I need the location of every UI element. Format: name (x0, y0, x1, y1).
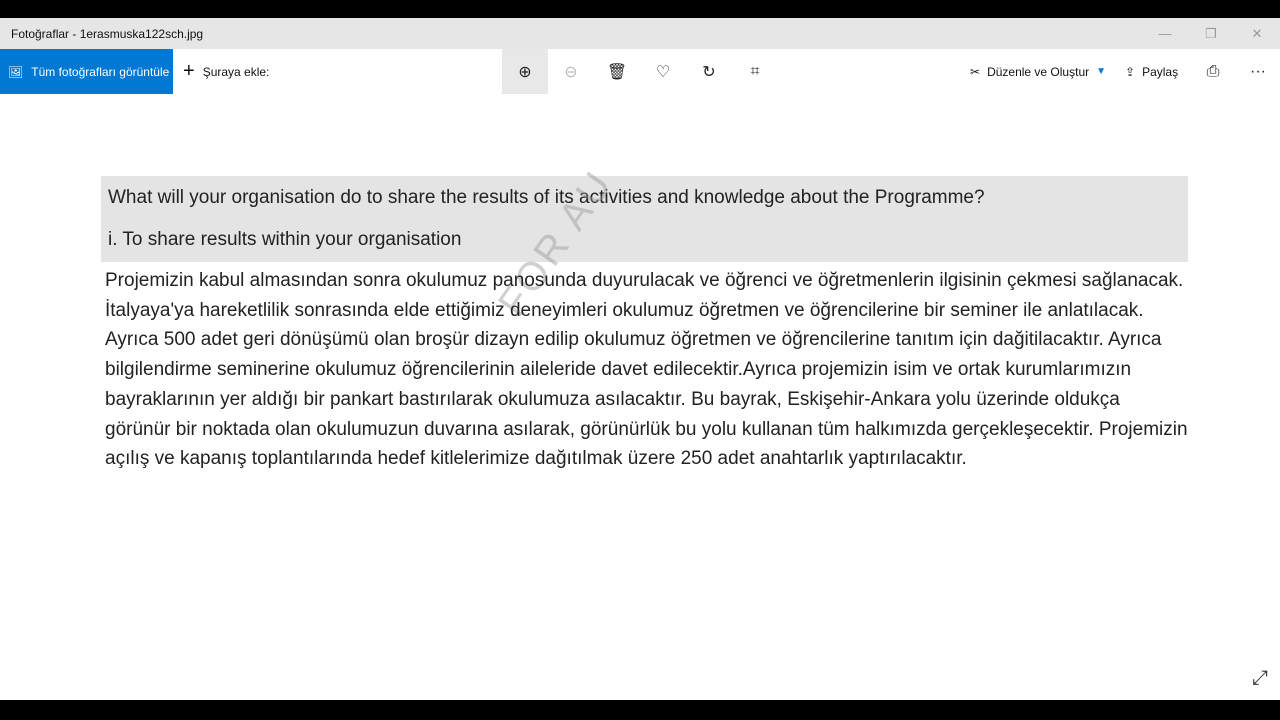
subquestion-text: i. To share results within your organisation (108, 229, 462, 250)
print-icon[interactable]: ⎙ (1206, 62, 1220, 80)
fullscreen-expand-icon[interactable]: ⤢ (1252, 667, 1268, 689)
watermark: FOR AU (490, 162, 622, 325)
close-button[interactable]: ✕ (1251, 26, 1263, 41)
edit-create-label: Düzenle ve Oluştur (987, 64, 1090, 79)
crop-icon[interactable]: ⌗ (750, 62, 760, 80)
add-to-label: Şuraya ekle: (202, 64, 270, 79)
rotate-icon[interactable]: ↻ (702, 63, 716, 81)
photo-icon: 🖼 (8, 64, 24, 79)
question-text: What will your organisation do to share the results of its activities and knowledge about the Programme? (108, 187, 985, 208)
minimize-button[interactable]: — (1158, 26, 1172, 41)
edit-icon: ✂ (970, 64, 981, 79)
share-label: Paylaş (1142, 64, 1179, 79)
answer-text: Projemizin kabul almasından sonra okulumuz panosunda duyurulacak ve öğrenci ve öğretmenlerin ilgisinin çekmesi sağlanacak. İtalyaya'ya hareketlilik sonrasında elde ettiğimiz deneyimleri okulumuz öğretmen ve öğrencilerine bir seminer ile anlatılacak. Ayrıca 500 adet geri dönüşümü olan broşür dizayn edilip okulumuz öğretmen ve öğrencilerine tanıtım için dağitilacaktır. Ayrıca bilgilendirme seminerine okulumuz öğrencilerinin aileleride davet edilecektir.Ayrıca projemizin isim ve ortak kurumlarımızın bayraklarının yer aldığı bir pankart bastırılarak okulumuza asılacaktır. Bu bayrak, Eskişehir-Ankara yolu üzerinde oldukça görünür bir noktada olan okulumuzun duvarına asılarak, görünürlük bu yolu kullanan tüm halkımızda gerçekleşecektir. Projemizin açılış ve kapanış toplantılarında hedef kitlelerimize dağıtılmak üzere 250 adet anahtarlık yaptırılacaktır. (105, 270, 1188, 470)
share-icon: ⇪ (1125, 64, 1136, 79)
restore-button[interactable]: ❐ (1205, 26, 1217, 41)
more-button[interactable]: ··· (1250, 62, 1266, 80)
chevron-down-icon: ▼ (1096, 66, 1107, 77)
view-all-label: Tüm fotoğrafları görüntüle (31, 64, 170, 79)
edit-create-button[interactable] (970, 49, 1106, 94)
add-to-button[interactable] (183, 49, 269, 94)
plus-icon: + (183, 60, 195, 82)
view-all-photos-button[interactable] (0, 49, 173, 94)
window-title: Fotoğraflar - 1erasmuska122sch.jpg (11, 26, 204, 41)
image-viewer (0, 94, 1280, 700)
share-button[interactable] (1125, 49, 1178, 94)
toolbar (0, 49, 1280, 94)
delete-icon[interactable]: 🗑 (606, 63, 628, 81)
favorite-heart-icon[interactable]: ♡ (655, 63, 671, 81)
zoom-in-icon[interactable]: ⊕ (502, 49, 548, 94)
zoom-out-icon[interactable]: ⊖ (564, 63, 578, 81)
title-bar (0, 18, 1280, 49)
